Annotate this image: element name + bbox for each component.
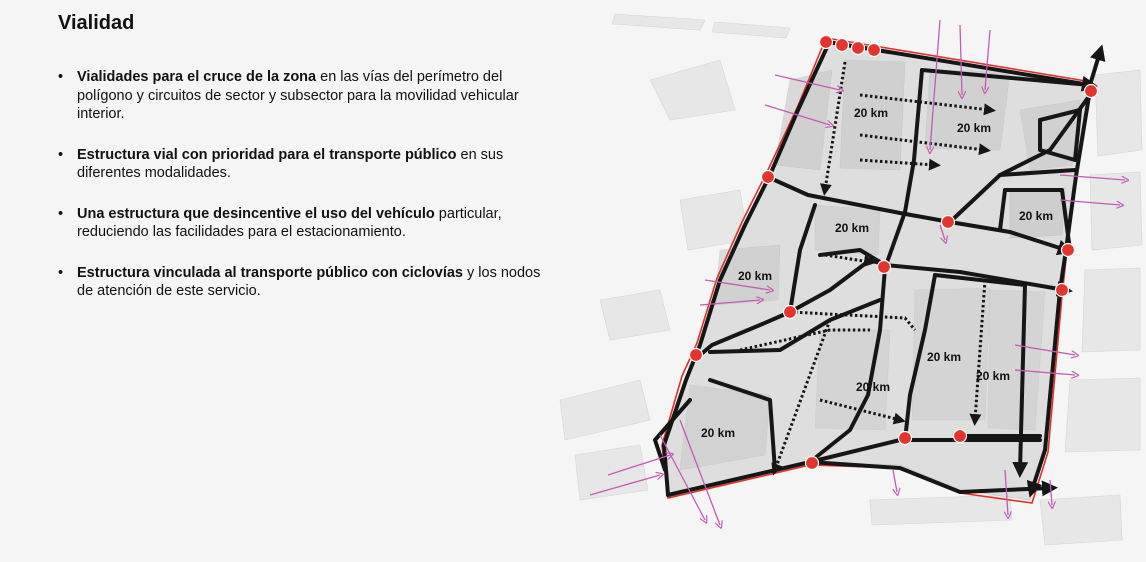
road-network-map xyxy=(550,0,1146,562)
bus-stop-icon xyxy=(806,457,819,470)
bullet-dot: • xyxy=(58,69,64,85)
bullet-item xyxy=(58,68,558,124)
bullet-dot: • xyxy=(58,264,64,281)
bus-stop-icon xyxy=(762,171,775,184)
bullet-item xyxy=(58,264,558,301)
bus-stop-icon xyxy=(820,36,833,49)
bus-stop-icon xyxy=(878,261,891,274)
page-title: Vialidad xyxy=(58,12,135,34)
bullet-text: en sus diferentes modalidades. xyxy=(77,146,504,181)
bus-stop-icon xyxy=(899,432,912,445)
bullet-item xyxy=(58,146,558,183)
bullet-text: y los nodos de atención de este servicio. xyxy=(77,264,541,299)
speed-zone-label: 20 km xyxy=(854,106,889,120)
bullet-bold: Vialidades para el cruce de la zona xyxy=(77,69,317,85)
bullet-bold: Estructura vial con prioridad para el transporte público xyxy=(77,146,457,163)
speed-zone-label: 20 km xyxy=(1019,209,1054,223)
speed-zone-label: 20 km xyxy=(856,380,891,394)
bus-stop-icon xyxy=(852,42,865,55)
bus-stop-icon xyxy=(690,349,703,362)
bullet-text: en las vías del perímetro del polígono y circuitos de sector y subsector para la movilidad vehicular interior. xyxy=(77,69,519,122)
speed-zone-label: 20 km xyxy=(927,350,962,364)
bullet-bold: Una estructura que desincentive el uso del vehículo xyxy=(77,205,435,222)
bus-stop-icon xyxy=(868,44,881,57)
bullet-dot: • xyxy=(58,205,64,222)
bullet-dot: • xyxy=(58,146,64,163)
bullet-item xyxy=(58,205,558,242)
speed-zone-label: 20 km xyxy=(738,269,773,283)
bus-stop-icon xyxy=(784,306,797,319)
bus-stop-icon xyxy=(836,39,849,52)
bullet-text: particular, reduciendo las facilidades para el estacionamiento. xyxy=(77,205,502,240)
speed-zone-label: 20 km xyxy=(976,369,1011,383)
bus-stop-icon xyxy=(942,216,955,229)
bus-stop-icon xyxy=(1085,85,1098,98)
bus-stop-icon xyxy=(1062,244,1075,257)
bullet-list xyxy=(58,68,558,323)
speed-zone-label: 20 km xyxy=(957,121,992,135)
speed-zone-label: 20 km xyxy=(701,426,736,440)
bus-stop-icon xyxy=(1056,284,1069,297)
speed-zone-label: 20 km xyxy=(835,221,870,235)
bus-stop-icon xyxy=(954,430,967,443)
bullet-bold: Estructura vinculada al transporte público con ciclovías xyxy=(77,264,463,281)
